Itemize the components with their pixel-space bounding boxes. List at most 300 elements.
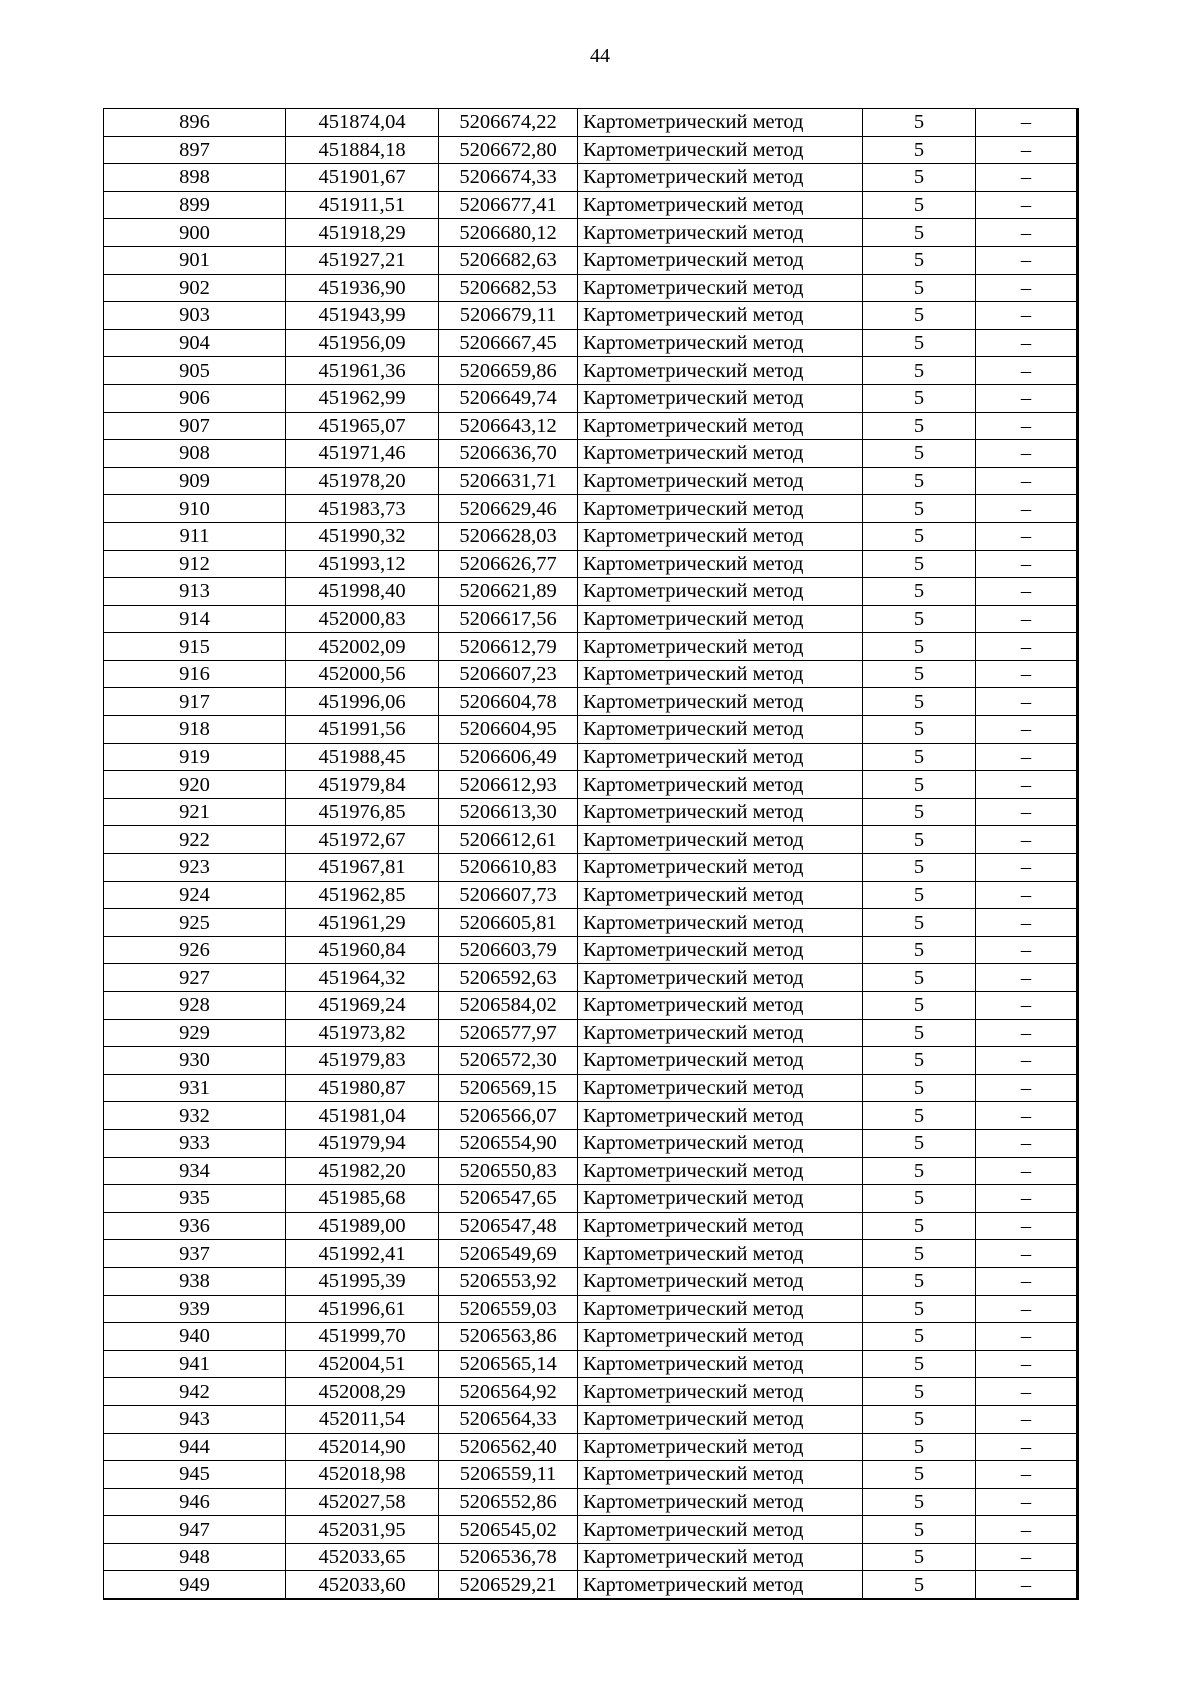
method-cell: Картометрический метод — [578, 1240, 863, 1268]
x-coordinate-cell: 451993,12 — [286, 550, 439, 578]
accuracy-cell: 5 — [863, 1350, 976, 1378]
method-cell: Картометрический метод — [578, 109, 863, 137]
accuracy-cell: 5 — [863, 992, 976, 1020]
method-cell: Картометрический метод — [578, 246, 863, 274]
method-cell: Картометрический метод — [578, 274, 863, 302]
x-coordinate-cell: 451962,85 — [286, 881, 439, 909]
point-number-cell: 937 — [104, 1240, 286, 1268]
method-cell: Картометрический метод — [578, 1212, 863, 1240]
accuracy-cell: 5 — [863, 1378, 976, 1406]
accuracy-cell: 5 — [863, 246, 976, 274]
table-row — [104, 191, 1078, 219]
method-cell: Картометрический метод — [578, 1157, 863, 1185]
y-coordinate-cell: 5206552,86 — [439, 1488, 578, 1516]
method-cell: Картометрический метод — [578, 136, 863, 164]
y-coordinate-cell: 5206628,03 — [439, 522, 578, 550]
x-coordinate-cell: 451927,21 — [286, 246, 439, 274]
accuracy-cell: 5 — [863, 1102, 976, 1130]
method-cell: Картометрический метод — [578, 1267, 863, 1295]
note-cell: – — [976, 743, 1078, 771]
point-number-cell: 912 — [104, 550, 286, 578]
table-row — [104, 688, 1078, 716]
accuracy-cell: 5 — [863, 1516, 976, 1544]
note-cell: – — [976, 329, 1078, 357]
y-coordinate-cell: 5206592,63 — [439, 964, 578, 992]
table-row — [104, 357, 1078, 385]
point-number-cell: 945 — [104, 1461, 286, 1489]
note-cell: – — [976, 440, 1078, 468]
method-cell: Картометрический метод — [578, 1461, 863, 1489]
point-number-cell: 935 — [104, 1185, 286, 1213]
table-row — [104, 440, 1078, 468]
x-coordinate-cell: 451962,99 — [286, 384, 439, 412]
x-coordinate-cell: 451979,94 — [286, 1129, 439, 1157]
note-cell: – — [976, 1212, 1078, 1240]
y-coordinate-cell: 5206674,22 — [439, 109, 578, 137]
point-number-cell: 938 — [104, 1267, 286, 1295]
point-number-cell: 939 — [104, 1295, 286, 1323]
table-row — [104, 881, 1078, 909]
accuracy-cell: 5 — [863, 1461, 976, 1489]
y-coordinate-cell: 5206612,79 — [439, 633, 578, 661]
point-number-cell: 915 — [104, 633, 286, 661]
note-cell: – — [976, 1074, 1078, 1102]
accuracy-cell: 5 — [863, 578, 976, 606]
accuracy-cell: 5 — [863, 274, 976, 302]
method-cell: Картометрический метод — [578, 1295, 863, 1323]
point-number-cell: 898 — [104, 164, 286, 192]
x-coordinate-cell: 451988,45 — [286, 743, 439, 771]
method-cell: Картометрический метод — [578, 191, 863, 219]
accuracy-cell: 5 — [863, 440, 976, 468]
point-number-cell: 903 — [104, 302, 286, 330]
point-number-cell: 949 — [104, 1571, 286, 1599]
y-coordinate-cell: 5206626,77 — [439, 550, 578, 578]
accuracy-cell: 5 — [863, 633, 976, 661]
method-cell: Картометрический метод — [578, 854, 863, 882]
table-row — [104, 633, 1078, 661]
table-row — [104, 1295, 1078, 1323]
note-cell: – — [976, 1102, 1078, 1130]
table-row — [104, 467, 1078, 495]
table-row — [104, 1157, 1078, 1185]
accuracy-cell: 5 — [863, 1129, 976, 1157]
y-coordinate-cell: 5206565,14 — [439, 1350, 578, 1378]
y-coordinate-cell: 5206682,53 — [439, 274, 578, 302]
y-coordinate-cell: 5206621,89 — [439, 578, 578, 606]
x-coordinate-cell: 451901,67 — [286, 164, 439, 192]
note-cell: – — [976, 191, 1078, 219]
table-row — [104, 1543, 1078, 1571]
y-coordinate-cell: 5206569,15 — [439, 1074, 578, 1102]
table-row — [104, 798, 1078, 826]
point-number-cell: 919 — [104, 743, 286, 771]
note-cell: – — [976, 881, 1078, 909]
method-cell: Картометрический метод — [578, 302, 863, 330]
x-coordinate-cell: 451981,04 — [286, 1102, 439, 1130]
y-coordinate-cell: 5206612,61 — [439, 826, 578, 854]
accuracy-cell: 5 — [863, 688, 976, 716]
y-coordinate-cell: 5206613,30 — [439, 798, 578, 826]
note-cell: – — [976, 854, 1078, 882]
table-row — [104, 1488, 1078, 1516]
method-cell: Картометрический метод — [578, 826, 863, 854]
method-cell: Картометрический метод — [578, 495, 863, 523]
x-coordinate-cell: 451998,40 — [286, 578, 439, 606]
accuracy-cell: 5 — [863, 1571, 976, 1599]
accuracy-cell: 5 — [863, 329, 976, 357]
note-cell: – — [976, 274, 1078, 302]
point-number-cell: 931 — [104, 1074, 286, 1102]
point-number-cell: 909 — [104, 467, 286, 495]
point-number-cell: 942 — [104, 1378, 286, 1406]
accuracy-cell: 5 — [863, 164, 976, 192]
point-number-cell: 917 — [104, 688, 286, 716]
y-coordinate-cell: 5206549,69 — [439, 1240, 578, 1268]
point-number-cell: 908 — [104, 440, 286, 468]
point-number-cell: 944 — [104, 1433, 286, 1461]
method-cell: Картометрический метод — [578, 357, 863, 385]
y-coordinate-cell: 5206564,33 — [439, 1405, 578, 1433]
x-coordinate-cell: 452033,65 — [286, 1543, 439, 1571]
method-cell: Картометрический метод — [578, 964, 863, 992]
note-cell: – — [976, 716, 1078, 744]
accuracy-cell: 5 — [863, 1047, 976, 1075]
method-cell: Картометрический метод — [578, 909, 863, 937]
y-coordinate-cell: 5206536,78 — [439, 1543, 578, 1571]
accuracy-cell: 5 — [863, 136, 976, 164]
method-cell: Картометрический метод — [578, 798, 863, 826]
point-number-cell: 947 — [104, 1516, 286, 1544]
note-cell: – — [976, 1185, 1078, 1213]
accuracy-cell: 5 — [863, 1019, 976, 1047]
x-coordinate-cell: 451976,85 — [286, 798, 439, 826]
y-coordinate-cell: 5206643,12 — [439, 412, 578, 440]
x-coordinate-cell: 451971,46 — [286, 440, 439, 468]
method-cell: Картометрический метод — [578, 384, 863, 412]
note-cell: – — [976, 412, 1078, 440]
x-coordinate-cell: 451980,87 — [286, 1074, 439, 1102]
note-cell: – — [976, 136, 1078, 164]
accuracy-cell: 5 — [863, 881, 976, 909]
method-cell: Картометрический метод — [578, 1516, 863, 1544]
x-coordinate-cell: 451911,51 — [286, 191, 439, 219]
point-number-cell: 933 — [104, 1129, 286, 1157]
point-number-cell: 925 — [104, 909, 286, 937]
x-coordinate-cell: 452018,98 — [286, 1461, 439, 1489]
y-coordinate-cell: 5206547,48 — [439, 1212, 578, 1240]
table-row — [104, 909, 1078, 937]
accuracy-cell: 5 — [863, 1267, 976, 1295]
point-number-cell: 920 — [104, 771, 286, 799]
y-coordinate-cell: 5206674,33 — [439, 164, 578, 192]
note-cell: – — [976, 522, 1078, 550]
y-coordinate-cell: 5206554,90 — [439, 1129, 578, 1157]
table-row — [104, 826, 1078, 854]
x-coordinate-cell: 452004,51 — [286, 1350, 439, 1378]
method-cell: Картометрический метод — [578, 329, 863, 357]
note-cell: – — [976, 1516, 1078, 1544]
table-row — [104, 412, 1078, 440]
x-coordinate-cell: 451943,99 — [286, 302, 439, 330]
note-cell: – — [976, 1488, 1078, 1516]
point-number-cell: 943 — [104, 1405, 286, 1433]
y-coordinate-cell: 5206563,86 — [439, 1323, 578, 1351]
accuracy-cell: 5 — [863, 1405, 976, 1433]
point-number-cell: 948 — [104, 1543, 286, 1571]
x-coordinate-cell: 451884,18 — [286, 136, 439, 164]
note-cell: – — [976, 660, 1078, 688]
table-row — [104, 1047, 1078, 1075]
y-coordinate-cell: 5206612,93 — [439, 771, 578, 799]
x-coordinate-cell: 451960,84 — [286, 936, 439, 964]
method-cell: Картометрический метод — [578, 1543, 863, 1571]
note-cell: – — [976, 1543, 1078, 1571]
table-row — [104, 1267, 1078, 1295]
y-coordinate-cell: 5206682,63 — [439, 246, 578, 274]
accuracy-cell: 5 — [863, 716, 976, 744]
page-number: 44 — [590, 45, 610, 67]
x-coordinate-cell: 451918,29 — [286, 219, 439, 247]
x-coordinate-cell: 451979,83 — [286, 1047, 439, 1075]
x-coordinate-cell: 452033,60 — [286, 1571, 439, 1599]
x-coordinate-cell: 451936,90 — [286, 274, 439, 302]
y-coordinate-cell: 5206604,78 — [439, 688, 578, 716]
y-coordinate-cell: 5206604,95 — [439, 716, 578, 744]
table-row — [104, 771, 1078, 799]
point-number-cell: 910 — [104, 495, 286, 523]
y-coordinate-cell: 5206610,83 — [439, 854, 578, 882]
y-coordinate-cell: 5206584,02 — [439, 992, 578, 1020]
method-cell: Картометрический метод — [578, 522, 863, 550]
y-coordinate-cell: 5206636,70 — [439, 440, 578, 468]
y-coordinate-cell: 5206562,40 — [439, 1433, 578, 1461]
y-coordinate-cell: 5206566,07 — [439, 1102, 578, 1130]
table-row — [104, 854, 1078, 882]
point-number-cell: 940 — [104, 1323, 286, 1351]
x-coordinate-cell: 451956,09 — [286, 329, 439, 357]
accuracy-cell: 5 — [863, 384, 976, 412]
x-coordinate-cell: 451969,24 — [286, 992, 439, 1020]
accuracy-cell: 5 — [863, 412, 976, 440]
note-cell: – — [976, 302, 1078, 330]
accuracy-cell: 5 — [863, 854, 976, 882]
accuracy-cell: 5 — [863, 798, 976, 826]
table-row — [104, 1571, 1078, 1599]
accuracy-cell: 5 — [863, 909, 976, 937]
method-cell: Картометрический метод — [578, 1488, 863, 1516]
table-row — [104, 716, 1078, 744]
y-coordinate-cell: 5206606,49 — [439, 743, 578, 771]
method-cell: Картометрический метод — [578, 1378, 863, 1406]
method-cell: Картометрический метод — [578, 1405, 863, 1433]
table-row — [104, 1461, 1078, 1489]
table-row — [104, 1129, 1078, 1157]
x-coordinate-cell: 451972,67 — [286, 826, 439, 854]
y-coordinate-cell: 5206667,45 — [439, 329, 578, 357]
y-coordinate-cell: 5206577,97 — [439, 1019, 578, 1047]
y-coordinate-cell: 5206605,81 — [439, 909, 578, 937]
method-cell: Картометрический метод — [578, 716, 863, 744]
point-number-cell: 916 — [104, 660, 286, 688]
y-coordinate-cell: 5206617,56 — [439, 605, 578, 633]
note-cell: – — [976, 688, 1078, 716]
method-cell: Картометрический метод — [578, 1571, 863, 1599]
point-number-cell: 932 — [104, 1102, 286, 1130]
method-cell: Картометрический метод — [578, 164, 863, 192]
note-cell: – — [976, 1129, 1078, 1157]
accuracy-cell: 5 — [863, 743, 976, 771]
x-coordinate-cell: 451961,29 — [286, 909, 439, 937]
point-number-cell: 914 — [104, 605, 286, 633]
point-number-cell: 934 — [104, 1157, 286, 1185]
y-coordinate-cell: 5206545,02 — [439, 1516, 578, 1544]
method-cell: Картометрический метод — [578, 992, 863, 1020]
note-cell: – — [976, 798, 1078, 826]
point-number-cell: 924 — [104, 881, 286, 909]
method-cell: Картометрический метод — [578, 633, 863, 661]
table-row — [104, 329, 1078, 357]
note-cell: – — [976, 605, 1078, 633]
point-number-cell: 907 — [104, 412, 286, 440]
y-coordinate-cell: 5206547,65 — [439, 1185, 578, 1213]
point-number-cell: 926 — [104, 936, 286, 964]
y-coordinate-cell: 5206559,11 — [439, 1461, 578, 1489]
note-cell: – — [976, 1295, 1078, 1323]
x-coordinate-cell: 451965,07 — [286, 412, 439, 440]
table-row — [104, 605, 1078, 633]
accuracy-cell: 5 — [863, 660, 976, 688]
point-number-cell: 922 — [104, 826, 286, 854]
note-cell: – — [976, 1461, 1078, 1489]
accuracy-cell: 5 — [863, 550, 976, 578]
table-row — [104, 274, 1078, 302]
note-cell: – — [976, 1157, 1078, 1185]
y-coordinate-cell: 5206672,80 — [439, 136, 578, 164]
table-row — [104, 1102, 1078, 1130]
note-cell: – — [976, 1433, 1078, 1461]
method-cell: Картометрический метод — [578, 936, 863, 964]
method-cell: Картометрический метод — [578, 771, 863, 799]
x-coordinate-cell: 451995,39 — [286, 1267, 439, 1295]
point-number-cell: 923 — [104, 854, 286, 882]
x-coordinate-cell: 452031,95 — [286, 1516, 439, 1544]
x-coordinate-cell: 452014,90 — [286, 1433, 439, 1461]
accuracy-cell: 5 — [863, 109, 976, 137]
note-cell: – — [976, 384, 1078, 412]
coordinates-table — [103, 108, 1079, 1600]
note-cell: – — [976, 495, 1078, 523]
accuracy-cell: 5 — [863, 522, 976, 550]
note-cell: – — [976, 1267, 1078, 1295]
table-row — [104, 1323, 1078, 1351]
x-coordinate-cell: 451967,81 — [286, 854, 439, 882]
accuracy-cell: 5 — [863, 467, 976, 495]
accuracy-cell: 5 — [863, 1543, 976, 1571]
note-cell: – — [976, 1405, 1078, 1433]
accuracy-cell: 5 — [863, 1240, 976, 1268]
point-number-cell: 905 — [104, 357, 286, 385]
method-cell: Картометрический метод — [578, 743, 863, 771]
y-coordinate-cell: 5206607,23 — [439, 660, 578, 688]
table-row — [104, 964, 1078, 992]
note-cell: – — [976, 1240, 1078, 1268]
y-coordinate-cell: 5206629,46 — [439, 495, 578, 523]
x-coordinate-cell: 451978,20 — [286, 467, 439, 495]
x-coordinate-cell: 451996,61 — [286, 1295, 439, 1323]
accuracy-cell: 5 — [863, 605, 976, 633]
table-row — [104, 1516, 1078, 1544]
x-coordinate-cell: 451964,32 — [286, 964, 439, 992]
x-coordinate-cell: 451991,56 — [286, 716, 439, 744]
y-coordinate-cell: 5206564,92 — [439, 1378, 578, 1406]
accuracy-cell: 5 — [863, 495, 976, 523]
point-number-cell: 896 — [104, 109, 286, 137]
table-row — [104, 1185, 1078, 1213]
point-number-cell: 936 — [104, 1212, 286, 1240]
x-coordinate-cell: 452002,09 — [286, 633, 439, 661]
method-cell: Картометрический метод — [578, 1129, 863, 1157]
point-number-cell: 901 — [104, 246, 286, 274]
method-cell: Картометрический метод — [578, 219, 863, 247]
note-cell: – — [976, 578, 1078, 606]
table-row — [104, 495, 1078, 523]
x-coordinate-cell: 451973,82 — [286, 1019, 439, 1047]
y-coordinate-cell: 5206603,79 — [439, 936, 578, 964]
y-coordinate-cell: 5206553,92 — [439, 1267, 578, 1295]
y-coordinate-cell: 5206649,74 — [439, 384, 578, 412]
point-number-cell: 921 — [104, 798, 286, 826]
coordinates-table-body — [104, 109, 1078, 1600]
method-cell: Картометрический метод — [578, 1019, 863, 1047]
point-number-cell: 928 — [104, 992, 286, 1020]
note-cell: – — [976, 992, 1078, 1020]
accuracy-cell: 5 — [863, 771, 976, 799]
method-cell: Картометрический метод — [578, 467, 863, 495]
x-coordinate-cell: 451961,36 — [286, 357, 439, 385]
table-row — [104, 1240, 1078, 1268]
note-cell: – — [976, 1350, 1078, 1378]
method-cell: Картометрический метод — [578, 550, 863, 578]
note-cell: – — [976, 1323, 1078, 1351]
point-number-cell: 929 — [104, 1019, 286, 1047]
method-cell: Картометрический метод — [578, 1047, 863, 1075]
x-coordinate-cell: 452000,56 — [286, 660, 439, 688]
note-cell: – — [976, 357, 1078, 385]
point-number-cell: 918 — [104, 716, 286, 744]
table-row — [104, 136, 1078, 164]
x-coordinate-cell: 451989,00 — [286, 1212, 439, 1240]
y-coordinate-cell: 5206659,86 — [439, 357, 578, 385]
x-coordinate-cell: 452008,29 — [286, 1378, 439, 1406]
y-coordinate-cell: 5206529,21 — [439, 1571, 578, 1599]
table-row — [104, 550, 1078, 578]
table-row — [104, 743, 1078, 771]
note-cell: – — [976, 219, 1078, 247]
accuracy-cell: 5 — [863, 1433, 976, 1461]
table-row — [104, 1405, 1078, 1433]
x-coordinate-cell: 452000,83 — [286, 605, 439, 633]
point-number-cell: 899 — [104, 191, 286, 219]
accuracy-cell: 5 — [863, 964, 976, 992]
point-number-cell: 930 — [104, 1047, 286, 1075]
x-coordinate-cell: 451999,70 — [286, 1323, 439, 1351]
table-row — [104, 1433, 1078, 1461]
note-cell: – — [976, 909, 1078, 937]
accuracy-cell: 5 — [863, 1074, 976, 1102]
table-row — [104, 219, 1078, 247]
table-row — [104, 1212, 1078, 1240]
